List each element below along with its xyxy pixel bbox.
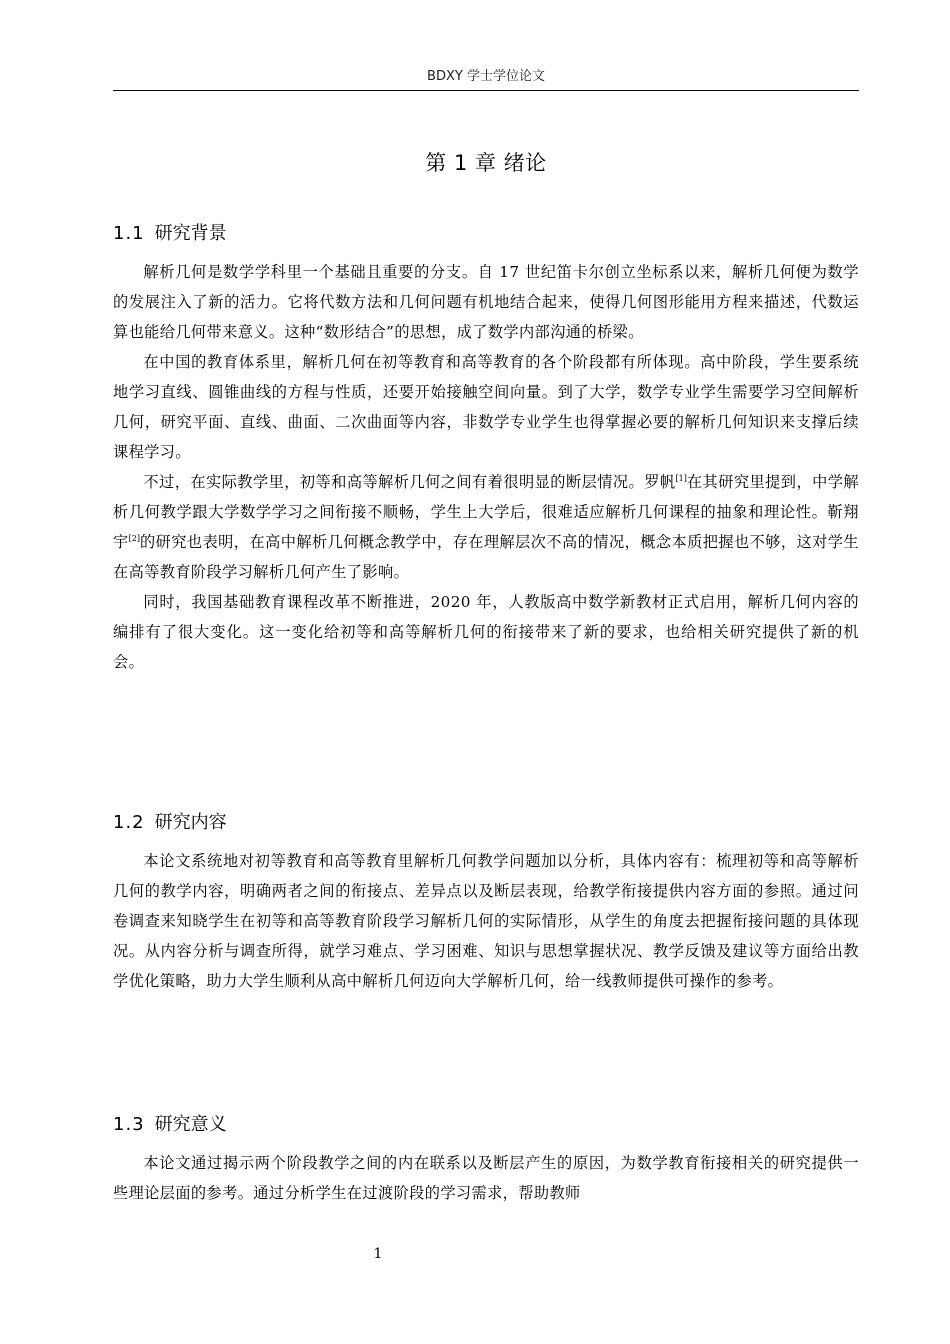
- paragraph: 本论文通过揭示两个阶段教学之间的内在联系以及断层产生的原因，为数学教育衔接相关的研究提供一些理论层面的参考。通过分析学生在过渡阶段的学习需求，帮助教师: [113, 1154, 859, 1202]
- running-header: BDXY 学士学位论文: [427, 69, 545, 84]
- section-title: 研究内容: [154, 812, 227, 833]
- citation-ref-1[interactable]: [1]: [675, 473, 687, 483]
- section-title: 研究背景: [154, 223, 227, 244]
- paragraph: 解析几何是数学学科里一个基础且重要的分支。自 17 世纪笛卡尔创立坐标系以来，解析几何便为数学的发展注入了新的活力。它将代数方法和几何问题有机地结合起来，使得几何图形能用方程来描述，代数运算也能给几何带来意义。这种“数形结合”的思想，成了数学内部沟通的桥梁。: [113, 263, 859, 341]
- section-number: 1.2: [113, 812, 145, 833]
- section-research-content: [113, 808, 859, 996]
- paragraph: 在中国的教育体系里，解析几何在初等教育和高等教育的各个阶段都有所体现。高中阶段，学生要系统地学习直线、圆锥曲线的方程与性质，还要开始接触空间向量。到了大学，数学专业学生需要学习空间解析几何，研究平面、直线、曲面、二次曲面等内容，非数学专业学生也得掌握必要的解析几何知识来支撑后续课程学习。: [113, 353, 859, 461]
- section-number: 1.3: [113, 1114, 145, 1135]
- citation-ref-2[interactable]: [2]: [128, 533, 140, 543]
- section-heading: [113, 1110, 859, 1140]
- paragraph: 本论文系统地对初等教育和高等教育里解析几何教学问题加以分析，具体内容有：梳理初等和高等解析几何的教学内容，明确两者之间的衔接点、差异点以及断层表现，给教学衔接提供内容方面的参照。通过问卷调查来知晓学生在初等和高等教育阶段学习解析几何的实际情形，从学生的角度去把握衔接问题的具体现况。从内容分析与调查所得，就学习难点、学习困难、知识与思想掌握状况、教学反馈及建议等方面给出教学优化策略，助力大学生顺利从高中解析几何迈向大学解析几何，给一线教师提供可操作的参考。: [113, 852, 859, 990]
- chapter-title: 第 1 章 绪论: [425, 151, 547, 175]
- section-heading: [113, 219, 859, 249]
- section-title: 研究意义: [154, 1114, 227, 1135]
- page-number: 1: [373, 1246, 383, 1262]
- section-research-significance: [113, 1110, 859, 1208]
- header-rule: [113, 90, 859, 91]
- section-number: 1.1: [113, 223, 145, 244]
- paragraph-text: 在其研究里提到，中学解析几何教学跟大学数学学习之间衔接不顺畅，学生上大学后，很难适应解析几何课程的抽象和理论性。靳翔宇: [113, 473, 859, 551]
- paragraph-with-citations: [113, 467, 859, 587]
- section-heading: [113, 808, 859, 838]
- section-research-background: [113, 219, 859, 677]
- paragraph: 同时，我国基础教育课程改革不断推进，2020 年，人教版高中数学新教材正式启用，解析几何内容的编排有了很大变化。这一变化给初等和高等解析几何的衔接带来了新的要求，也给相关研究提供了新的机会。: [113, 593, 859, 671]
- paragraph-text: 不过，在实际教学里，初等和高等解析几何之间有着很明显的断层情况。罗帆: [143, 473, 676, 491]
- paragraph-text: 的研究也表明，在高中解析几何概念教学中，存在理解层次不高的情况，概念本质把握也不够，这对学生在高等教育阶段学习解析几何产生了影响。: [113, 533, 859, 581]
